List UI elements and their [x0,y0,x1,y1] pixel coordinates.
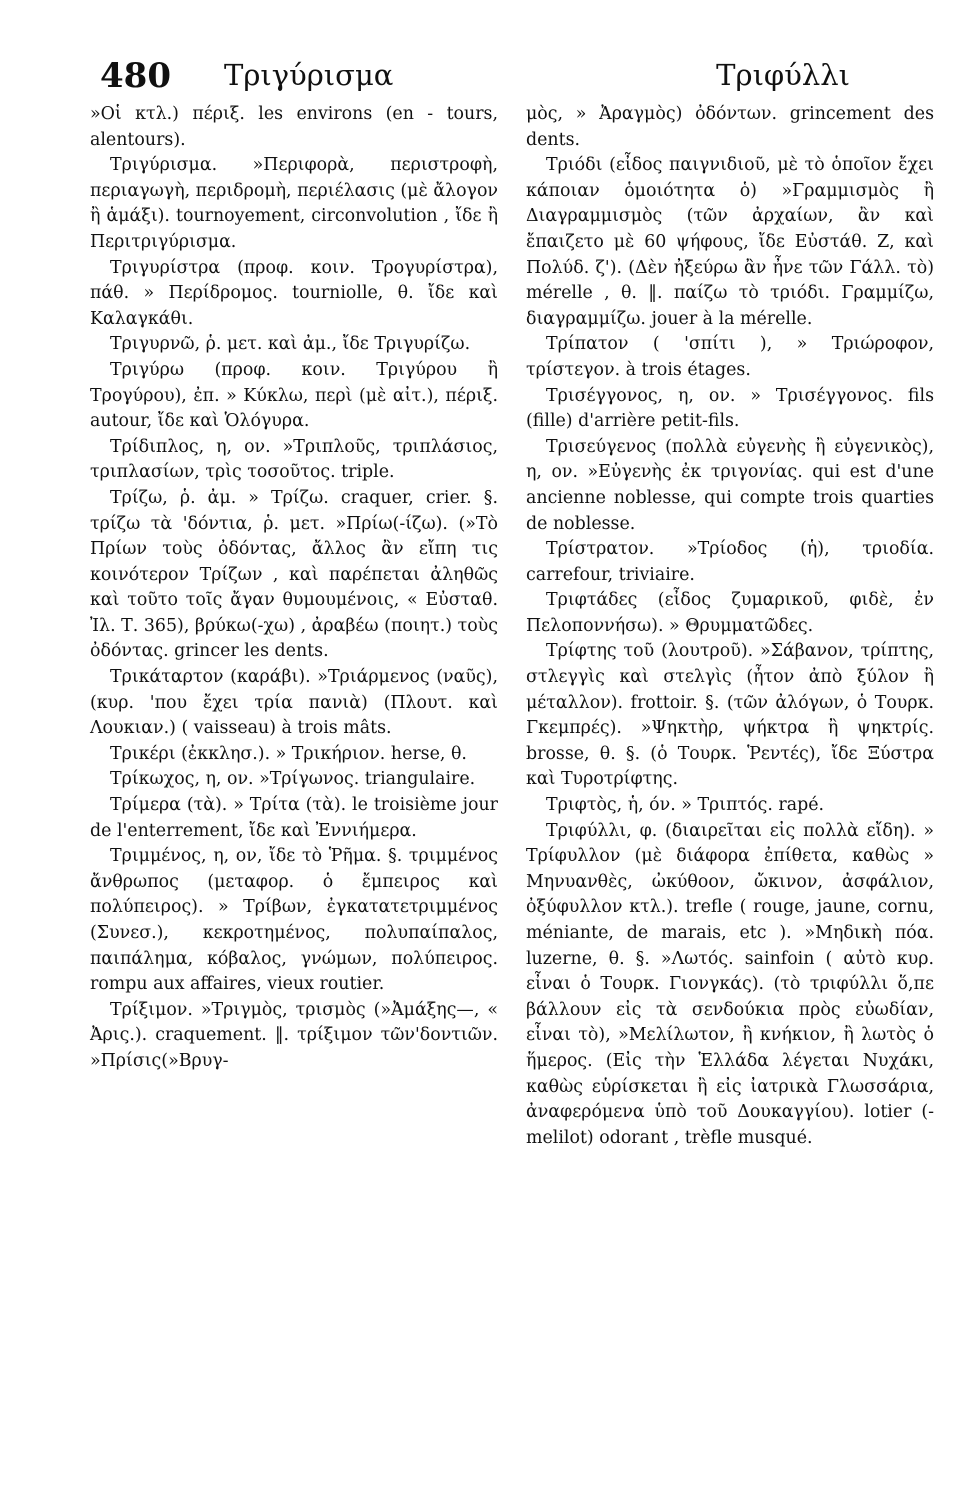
dictionary-entry: Τρισεύγενος (πολλὰ εὐγενὴς ἢ εὐγενικὸς), η, ον. »Εὐγενὴς ἐκ τριγονίας. qui est d'une ancienne noblesse, qui compte trois quarties de noblesse. [526,436,934,534]
dictionary-entry: Τρίστρατον. »Τρίοδος (ἡ), τριοδία. carrefour, triviaire. [526,539,934,585]
running-head-left: Τριγύρισμα [224,58,394,92]
dictionary-entry: Τρίζω, ῥ. ἀμ. » Τρίζω. craquer, crier. §. τρίζω τὰ 'δόντια, ῥ. μετ. »Πρίω(-ίζω). (»Τὸ Πρίων τοὺς ὀδόντας, ἄλλος ἂν εἴπη τις κοινότερον Τρίζων , καὶ παρέπεται ἀληθῶς καὶ τοῦτο τοῖς ἄγαν θυμουμένοις, « Εὐσταθ. Ἰλ. Τ. 365), βρύκω(-χω) , ἀραβέω (ποιητ.) τοὺς ὀδόντας. grincer les dents. [90,487,498,662]
running-head-right: Τριφύλλι [716,58,850,92]
dictionary-entry: Τριφύλλι, φ. (διαιρεῖται εἰς πολλὰ εἴδη). » Τρίφυλλον (μὲ διάφορα ἐπίθετα, καθὼς » Μηνυανθὲς, ὠκύθοον, ὤκινον, ἀσφάλιον, ὀξύφυλλον κτλ.). trefle ( rouge, jaune, cornu, méniante, de marais, etc ). »Μηδικὴ πόα. luzerne, θ. §. »Λωτός. sainfoin ( αὐτὸ κυρ. εἶναι ὁ Τουρκ. Γιονγκάς). (τὸ τριφύλλι ὅ,πε βάλλουν εἰς τὰ σενδούκια πρὸς εὐωδίαν, εἶναι τὸ), »Μελίλωτον, ἢ κνήκιον, ἢ λωτὸς ὁ ἥμερος. (Εἰς τὴν Ἑλλάδα λέγεται Νυχάκι, καθὼς εὑρίσκεται ἢ εἰς ἰατρικὰ Γλωσσάρια, ἀναφερόμενα ὑπὸ τοῦ Δουκαγγίου). lotier (-melilot) odorant , trèfle musqué. [526,820,934,1148]
dictionary-entry: Τρικάταρτον (καράβι). »Τριάρμενος (ναῦς), (κυρ. 'που ἔχει τρία πανιὰ) (Πλουτ. καὶ Λουκιαν.) ( vaisseau) à trois mâts. [90,667,498,739]
left-column [90,102,498,1151]
dictionary-entry: Τρίπατον ( 'σπίτι ), » Τριώροφον, τρίστεγον. à trois étages. [526,334,934,380]
right-column [526,102,934,1151]
dictionary-entry: »Οἱ κτλ.) πέριξ. les environs (en - tours, alentours). [90,104,498,150]
dictionary-entry: μὸς, » Ἀραγμὸς) ὀδόντων. grincement des dents. [526,104,934,150]
dictionary-entry: Τριφτὸς, ἡ, όν. » Τριπτός. rapé. [546,795,825,816]
dictionary-entry: Τρίκωχος, η, ον. »Τρίγωνος. triangulaire. [110,769,476,790]
dictionary-entry: Τριφτάδες (εἶδος ζυμαρικοῦ, φιδὲ, ἐν Πελοποννήσω). » Θρυμματῶδες. [526,590,934,636]
dictionary-entry: Τριγυρίστρα (προφ. κοιν. Τρογυρίστρα), πάθ. » Περίδρομος. tourniolle, θ. ἴδε καὶ Καλαγκάθι. [90,257,498,329]
dictionary-entry: Τριόδι (εἶδος παιγνιδιοῦ, μὲ τὸ ὁποῖον ἔχει κάποιαν ὁμοιότητα ὁ) »Γραμμισμὸς ἢ Διαγραμμισμὸς (τῶν ἀρχαίων, ἂν καὶ ἔπαιζετο μὲ 60 ψήφους, ἴδε Εὐστάθ. Ζ, καὶ Πολύδ. ζ'). (Δὲν ἠξεύρω ἂν ἦνε τῶν Γάλλ. τὸ) mérelle , θ. ‖. παίζω τὸ τριόδι. Γραμμίζω, διαγραμμίζω. jouer à la mérelle. [526,155,934,329]
dictionary-entry: Τρίφτης τοῦ (λουτροῦ). »Σάβανον, τρίπτης, στλεγγὶς καὶ στελγὶς (ἦτον ἀπὸ ξύλον ἢ μέταλλον). frottoir. §. (τῶν ἀλόγων, ὁ Τουρκ. Γκεμπρές). »Ψηκτὴρ, ψήκτρα ἢ ψηκτρίς. brosse, θ. §. (ὁ Τουρκ. Ῥεντές), ἴδε Ξύστρα καὶ Τυροτρίφτης. [526,641,934,790]
dictionary-entry: Τριγύρω (προφ. κοιν. Τριγύρου ἢ Τρογύρου), ἐπ. » Κύκλω, περὶ (μὲ αἰτ.), πέριξ. autour, ἴδε καὶ Ὁλόγυρα. [90,359,498,432]
dictionary-entry: Τρισέγγονος, η, ον. » Τρισέγγονος. fils (fille) d'arrière petit-fils. [526,385,934,432]
page-number: 480 [100,56,171,96]
dictionary-entry: Τριμμένος, η, ον, ἴδε τὸ Ῥῆμα. §. τριμμένος ἄνθρωπος (μεταφορ. ὁ ἔμπειρος καὶ πολύπειρος). » Τρίβων, ἐγκατατετριμμένος (Συνεσ.), κεκροτημένος, πολυπαίπαλος, παιπάλημα, κόβαλος, γνώμων, πολύπειρος. rompu aux affaires, vieux routier. [90,846,498,995]
dictionary-entry: Τριγύρισμα. »Περιφορὰ, περιστροφὴ, περιαγωγὴ, περιδρομὴ, περιέλασις (μὲ ἄλογον ἢ ἁμάξι). tournoyement, circonvolution , ἴδε ἢ Περιτριγύρισμα. [90,155,498,252]
dictionary-entry: Τρικέρι (ἐκκλησ.). » Τρικήριον. herse, θ. [110,743,467,764]
dictionary-entry: Τρίξιμον. »Τριγμὸς, τρισμὸς (»Ἀμάξης—, « Ἀρις.). craquement. ‖. τρίξιμον τῶν'δοντιῶν. »Πρίσις(»Βρυγ- [90,999,498,1071]
two-column-body [84,102,934,1151]
page-header [84,48,934,98]
dictionary-entry: Τρίδιπλος, η, ον. »Τριπλοῦς, τριπλάσιος, τριπλασίων, τρὶς τοσοῦτος. triple. [90,436,498,483]
dictionary-entry: Τρίμερα (τὰ). » Τρίτα (τὰ). le troisième jour de l'enterrement, ἴδε καὶ Ἐννιήμερα. [90,795,498,841]
dictionary-entry: Τριγυρνῶ, ῥ. μετ. καὶ ἀμ., ἴδε Τριγυρίζω. [110,334,471,355]
